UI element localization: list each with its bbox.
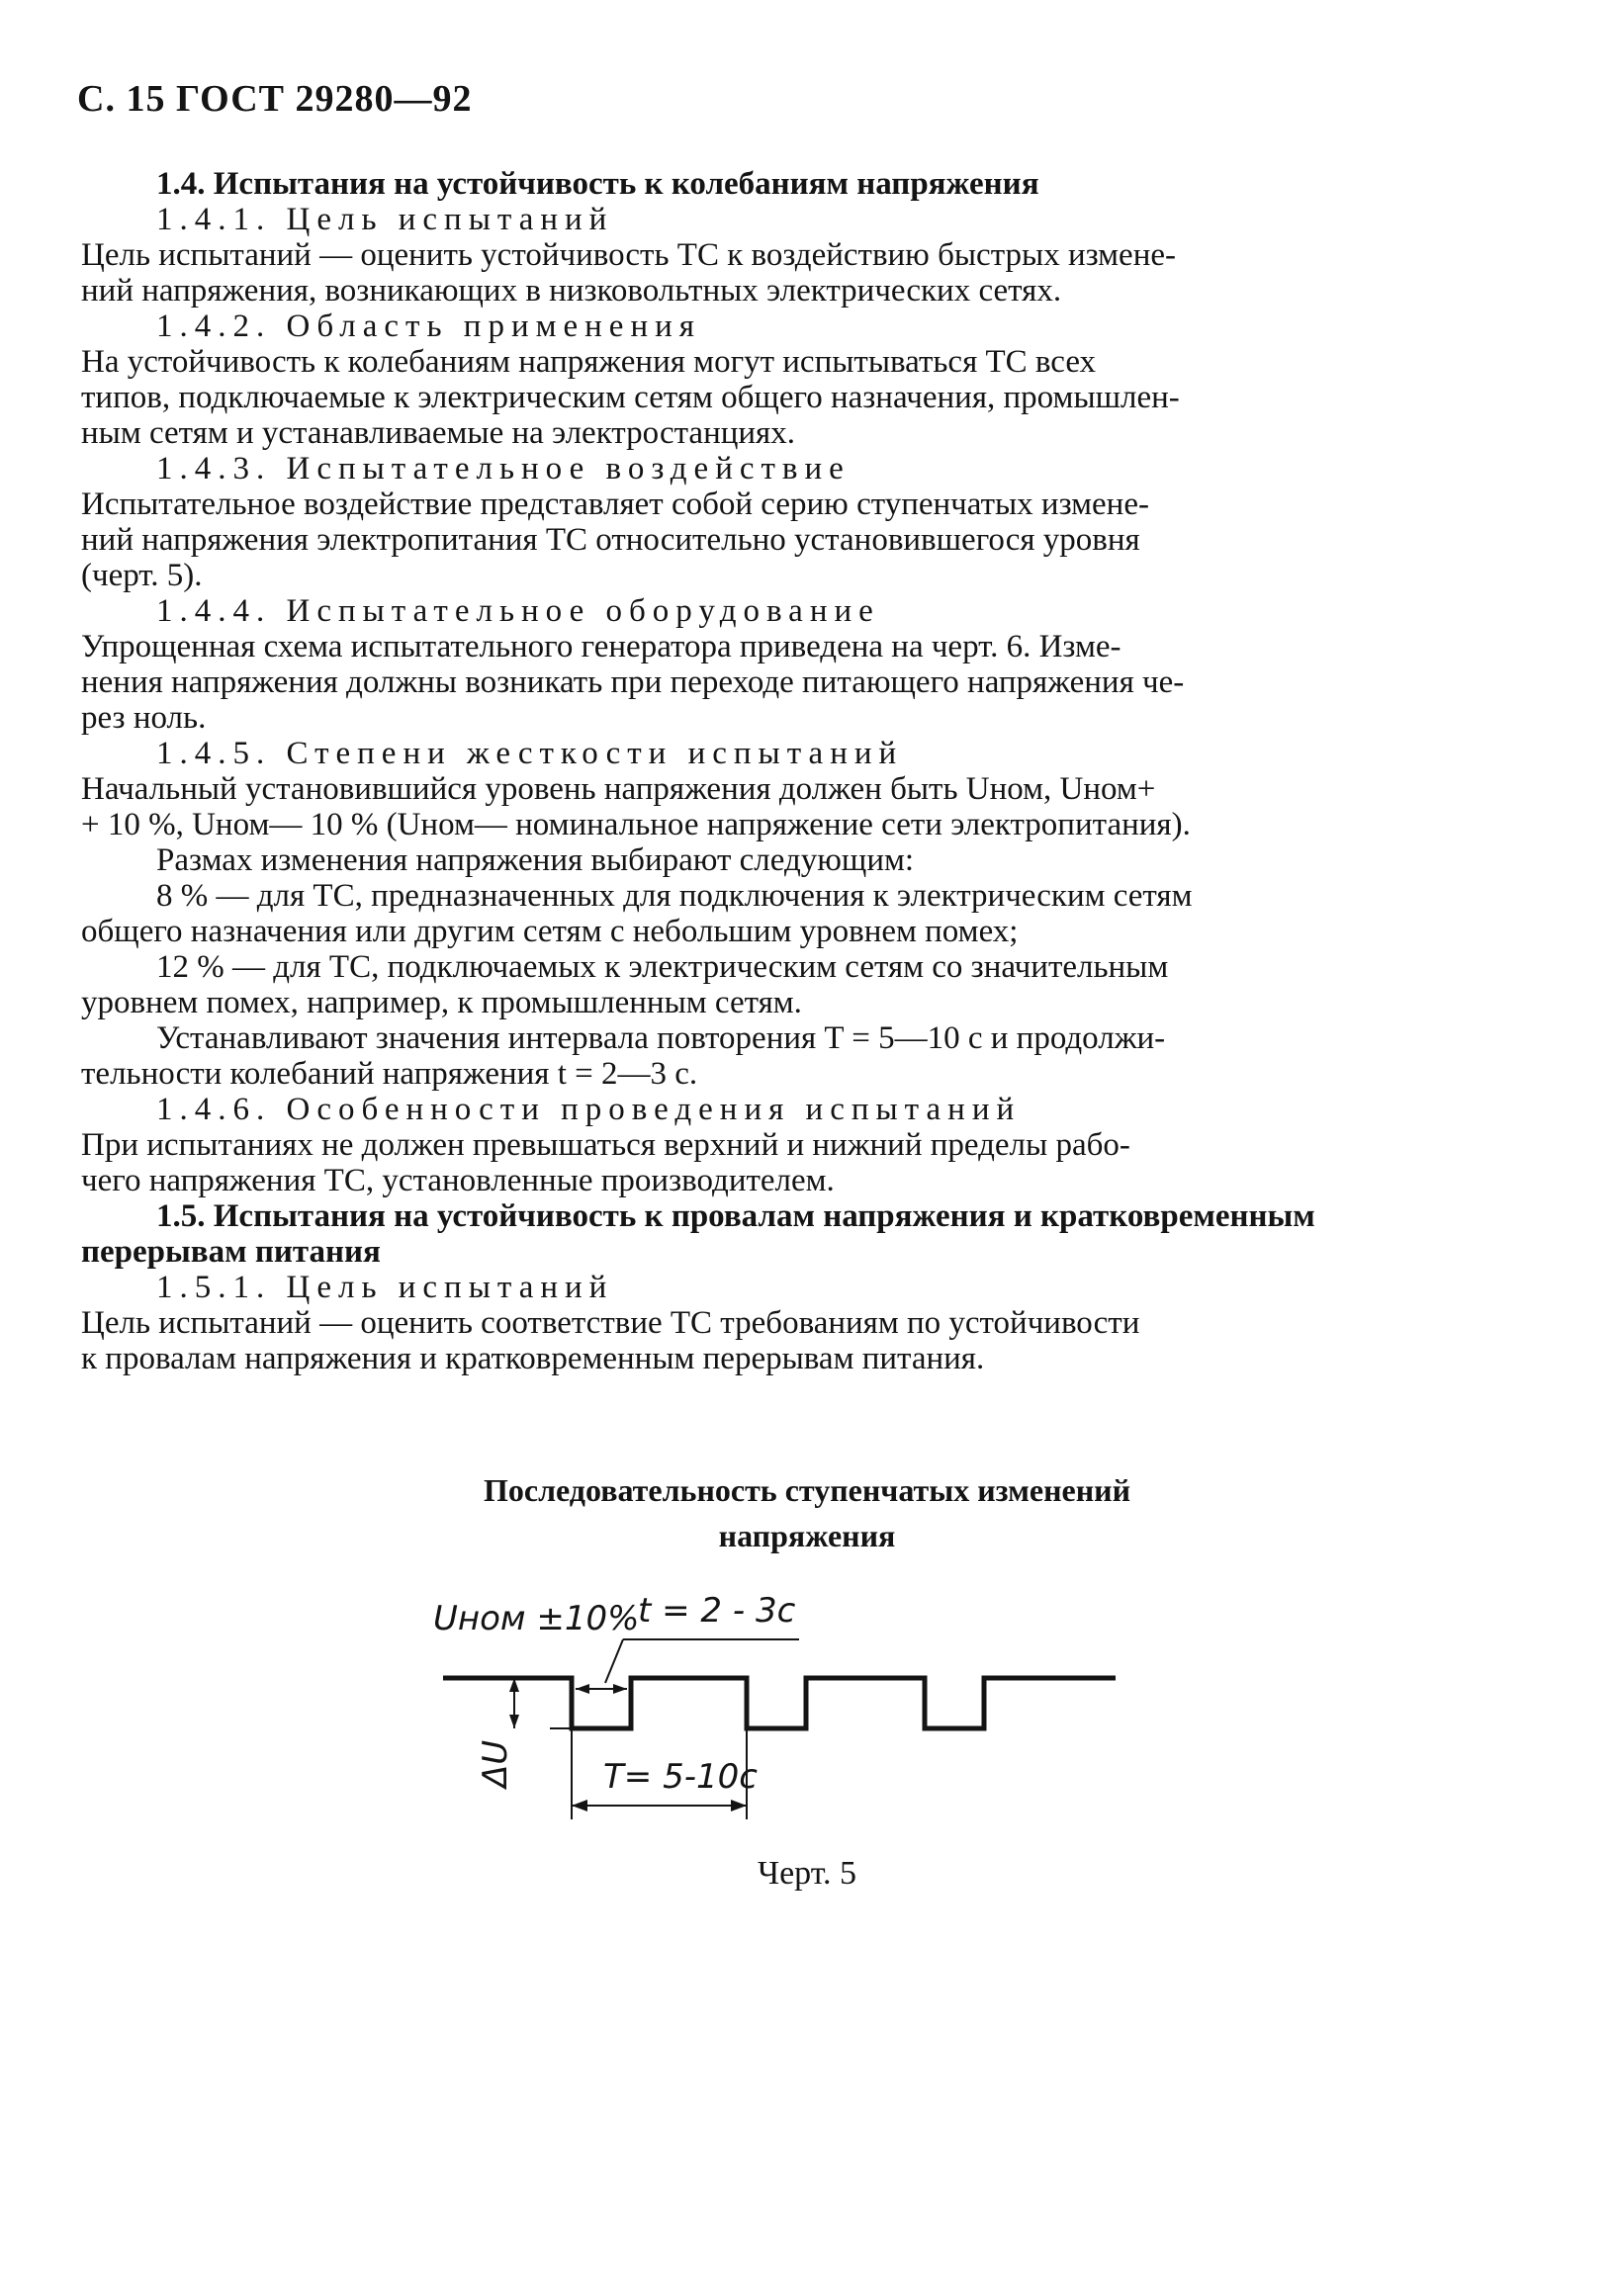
text-line: 1.4.1. Цель испытаний [156, 202, 614, 237]
label-T-interval: T= 5-10c [603, 1757, 758, 1797]
text-line: (черт. 5). [81, 558, 203, 593]
text-line: Цель испытаний — оценить устойчивость ТС к воздействию быстрых измене- [81, 237, 1176, 273]
t-arrow-right [613, 1684, 627, 1694]
voltage-waveform [443, 1678, 1116, 1728]
text-line: общего назначения или другим сетям с небольшим уровнем помех; [81, 914, 1019, 949]
text-line: 1.4.6. Особенности проведения испытаний [156, 1092, 1022, 1127]
text-line: Начальный установившийся уровень напряжения должен быть Uном, Uном+ [81, 771, 1156, 807]
text-line: Устанавливают значения интервала повторения T = 5—10 с и продолжи- [156, 1020, 1166, 1056]
text-line: перерывам питания [81, 1234, 381, 1270]
text-line: тельности колебаний напряжения t = 2—3 с. [81, 1056, 698, 1092]
text-line: При испытаниях не должен превышаться верхний и нижний пределы рабо- [81, 1127, 1130, 1163]
leader-line-t [605, 1639, 623, 1683]
text-line: ным сетям и устанавливаемые на электростанциях. [81, 415, 795, 451]
label-delta-u: ΔU [476, 1739, 515, 1788]
page-header: С. 15 ГОСТ 29280—92 [77, 78, 473, 120]
text-line: + 10 %, Uном— 10 % (Uном— номинальное напряжение сети электропитания). [81, 807, 1191, 842]
text-line: Упрощенная схема испытательного генератора приведена на черт. 6. Изме- [81, 629, 1121, 664]
text-line: ний напряжения, возникающих в низковольтных электрических сетях. [81, 273, 1062, 309]
text-line: На устойчивость к колебаниям напряжения могут испытываться ТС всех [81, 344, 1097, 380]
text-line: 12 % — для ТС, подключаемых к электрическим сетям со значительным [156, 949, 1169, 985]
text-line: чего напряжения ТС, установленные производителем. [81, 1163, 835, 1198]
text-line: типов, подключаемые к электрическим сетям общего назначения, промышлен- [81, 380, 1180, 415]
text-line: рез ноль. [81, 700, 207, 736]
text-line: нения напряжения должны возникать при переходе питающего напряжения че- [81, 664, 1185, 700]
text-line: Испытательное воздействие представляет собой серию ступенчатых измене- [81, 486, 1149, 522]
T-arrow-left [572, 1800, 587, 1811]
text-line: ний напряжения электропитания ТС относительно установившегося уровня [81, 522, 1140, 558]
text-line: к провалам напряжения и кратковременным перерывам питания. [81, 1341, 985, 1376]
text-line: 1.5.1. Цель испытаний [156, 1270, 614, 1305]
text-line: 1.4.5. Степени жесткости испытаний [156, 736, 904, 771]
text-line: Цель испытаний — оценить соответствие ТС требованиям по устойчивости [81, 1305, 1140, 1341]
figure-title-line-2: напряжения [718, 1518, 896, 1553]
text-line: 8 % — для ТС, предназначенных для подключения к электрическим сетям [156, 878, 1193, 914]
text-line: 1.5. Испытания на устойчивость к провалам напряжения и кратковременным [156, 1198, 1315, 1234]
text-line: Размах изменения напряжения выбирают следующим: [156, 842, 915, 878]
T-arrow-right [731, 1800, 747, 1811]
text-line: уровнем помех, например, к промышленным сетям. [81, 985, 802, 1020]
text-line: 1.4.4. Испытательное оборудование [156, 593, 880, 629]
t-arrow-left [576, 1684, 589, 1694]
label-u-nom: Uном ±10% [433, 1599, 640, 1638]
figure-title-line-1: Последовательность ступенчатых изменений [483, 1472, 1131, 1508]
text-line: 1.4.3. Испытательное воздействие [156, 451, 851, 486]
text-line: 1.4.2. Область применения [156, 309, 701, 344]
label-t-duration: t = 2 - 3c [638, 1591, 796, 1631]
du-arrow-bottom [509, 1715, 519, 1728]
text-line: 1.4. Испытания на устойчивость к колебаниям напряжения [156, 166, 1039, 202]
figure-caption: Черт. 5 [757, 1855, 857, 1892]
